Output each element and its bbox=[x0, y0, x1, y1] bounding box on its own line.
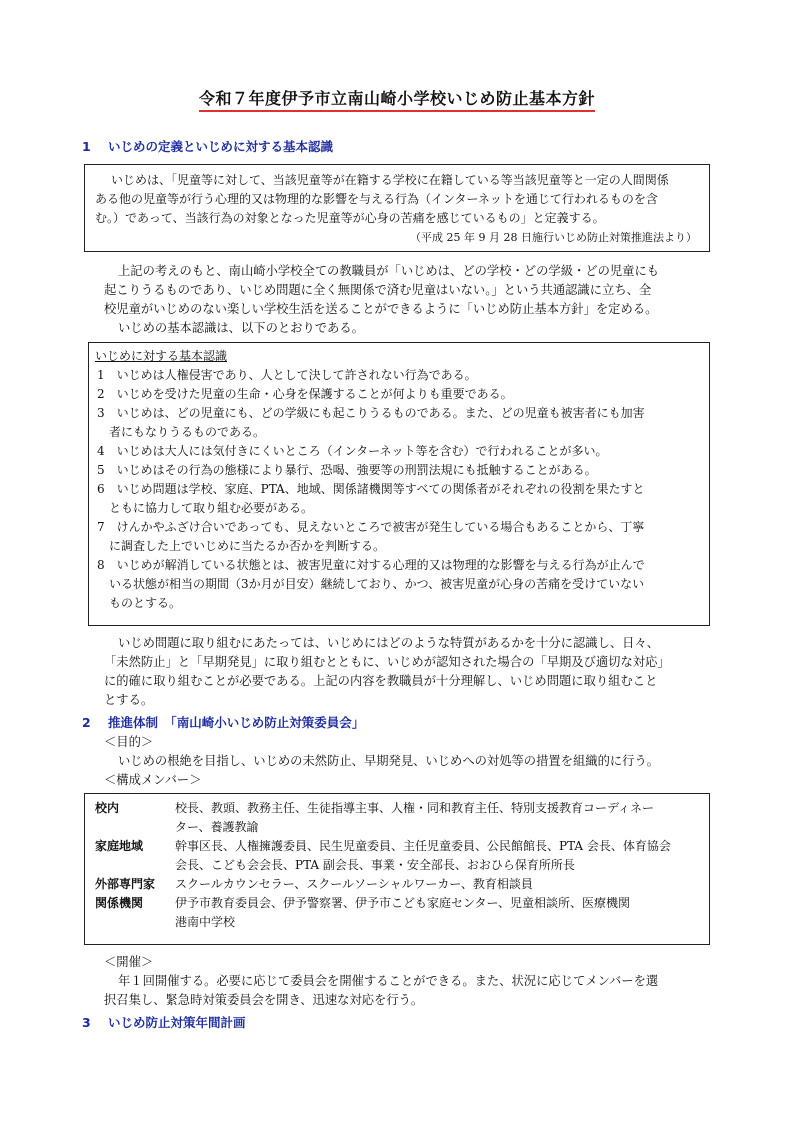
meeting-line: 年１回開催する。必要に応じて委員会を開催することができる。また、状況に応じてメンバーを選 bbox=[118, 974, 659, 988]
member-list-line: 幹事区長、人権擁護委員、民生児童委員、主任児童委員、公民館館長、PTA 会長、体育協会 bbox=[175, 839, 671, 853]
section-title: いじめの定義といじめに対する基本認識 bbox=[108, 139, 334, 154]
member-category-label: 外部専門家 bbox=[95, 877, 156, 891]
section-number: 3 bbox=[82, 1015, 91, 1030]
paragraph-line: 校児童がいじめのない楽しい学校生活を送ることができるように「いじめ防止基本方針」を定める。 bbox=[104, 302, 658, 316]
definition-line: ある他の児童等が行う心理的又は物理的な影響を与える行為（インターネットを通じて行われるものを含 bbox=[95, 192, 658, 206]
recognition-item: 3 いじめは、どの児童にも、どの学級にも起こりうるものである。また、どの児童も被害者にも加害 bbox=[97, 406, 645, 420]
recognition-item: 6 いじめ問題は学校、家庭、PTA、地域、関係諸機関等すべての関係者がそれぞれの役割を果たすと bbox=[97, 482, 645, 496]
recognition-box bbox=[88, 342, 710, 626]
recognition-item: 7 けんかやふざけ合いであっても、見えないところで被害が発生している場合もあることから、丁寧 bbox=[97, 520, 645, 534]
recognition-item: 者にもなりうるものである。 bbox=[109, 425, 266, 439]
section-3-heading bbox=[82, 1013, 246, 1031]
paragraph-line: 起こりうるものであり、いじめ問題に全く無関係で済む児童はいない。」という共通認識に立ち、全 bbox=[104, 283, 652, 297]
members-box bbox=[84, 793, 710, 945]
section-number: 1 bbox=[82, 139, 91, 154]
member-category-label: 関係機関 bbox=[95, 896, 144, 910]
member-list-line: 伊予市教育委員会、伊予警察署、伊予市こども家庭センター、児童相談所、医療機関 bbox=[175, 896, 631, 910]
member-list-line: 会長、こども会会長、PTA 副会長、事業・安全部長、おおひら保育所所長 bbox=[175, 858, 575, 872]
section-1-heading bbox=[82, 137, 333, 155]
definition-line: む。）であって、当該行為の対象となった児童等が心身の苦痛を感じているもの」と定義する。 bbox=[95, 211, 605, 225]
recognition-item: 8 いじめが解消している状態とは、被害児童に対する心理的又は物理的な影響を与える行為が止んで bbox=[97, 558, 645, 572]
members-label: ＜構成メンバー＞ bbox=[104, 773, 202, 787]
page-title-text: 令和７年度伊予市立南山崎小学校いじめ防止基本方針 bbox=[199, 89, 595, 112]
recognition-item: 2 いじめを受けた児童の生命・心身を保護することが何よりも重要である。 bbox=[97, 387, 513, 401]
recognition-item: いる状態が相当の期間（3か月が目安）継続しており、かつ、被害児童が心身の苦痛を受けていない bbox=[109, 577, 645, 591]
paragraph-line: に的確に取り組むことが必要である。上記の内容を教職員が十分理解し、いじめ問題に取り組むこと bbox=[104, 674, 658, 688]
recognition-item: 4 いじめは大人には気付きにくいところ（インターネット等を含む）で行われることが多い。 bbox=[97, 444, 608, 458]
paragraph-line: いじめ問題に取り組むにあたっては、いじめにはどのような特質があるかを十分に認識し、日々、 bbox=[118, 636, 660, 650]
recognition-item: に調査した上でいじめに当たるか否かを判断する。 bbox=[109, 539, 386, 553]
definition-box bbox=[84, 164, 710, 252]
definition-source: （平成 25 年 9 月 28 日施行いじめ防止対策推進法より） bbox=[410, 231, 697, 244]
definition-line: いじめは、「児童等に対して、当該児童等が在籍する学校に在籍している等当該児童等と一定の人間関係 bbox=[111, 173, 669, 187]
member-list-line: 港南中学校 bbox=[175, 915, 236, 929]
member-category-label: 家庭地域 bbox=[95, 839, 144, 853]
recognition-item: 1 いじめは人権侵害であり、人として決して許されない行為である。 bbox=[97, 368, 477, 382]
section-number: 2 bbox=[82, 715, 91, 730]
purpose-text: いじめの根絶を目指し、いじめの未然防止、早期発見、いじめへの対処等の措置を組織的に行う。 bbox=[118, 754, 660, 768]
member-list-line: ター、養護教諭 bbox=[175, 820, 259, 834]
paragraph-line: とする。 bbox=[104, 693, 154, 707]
paragraph-line: 上記の考えのもと、南山崎小学校全ての教職員が「いじめは、どの学校・どの学級・どの児童にも bbox=[118, 264, 660, 278]
member-list-line: 校長、教頭、教務主任、生徒指導主事、人権・同和教育主任、特別支援教育コーディネー bbox=[175, 801, 655, 815]
section-2-heading bbox=[82, 713, 364, 731]
recognition-item: 5 いじめはその行為の態様により暴行、恐喝、強要等の刑罰法規にも抵触することがある。 bbox=[97, 463, 597, 477]
purpose-label: ＜目的＞ bbox=[104, 735, 154, 749]
section-title: 推進体制 「南山崎小いじめ防止対策委員会」 bbox=[108, 715, 365, 730]
recognition-item: ともに協力して取り組む必要がある。 bbox=[109, 501, 314, 515]
paragraph-line: 「未然防止」と「早期発見」に取り組むとともに、いじめが認知された場合の「早期及び適切な対応」 bbox=[104, 655, 670, 669]
meeting-line: 択召集し、緊急時対策委員会を開き、迅速な対応を行う。 bbox=[104, 993, 424, 1007]
meeting-label: ＜開催＞ bbox=[104, 955, 154, 969]
member-category-label: 校内 bbox=[95, 801, 120, 815]
recognition-heading: いじめに対する基本認識 bbox=[95, 349, 228, 363]
member-list-line: スクールカウンセラー、スクールソーシャルワーカー、教育相談員 bbox=[175, 877, 533, 891]
recognition-item: ものとする。 bbox=[109, 596, 182, 610]
section-title: いじめ防止対策年間計画 bbox=[108, 1015, 246, 1030]
paragraph-line: いじめの基本認識は、以下のとおりである。 bbox=[118, 321, 364, 335]
page-title bbox=[0, 86, 794, 109]
